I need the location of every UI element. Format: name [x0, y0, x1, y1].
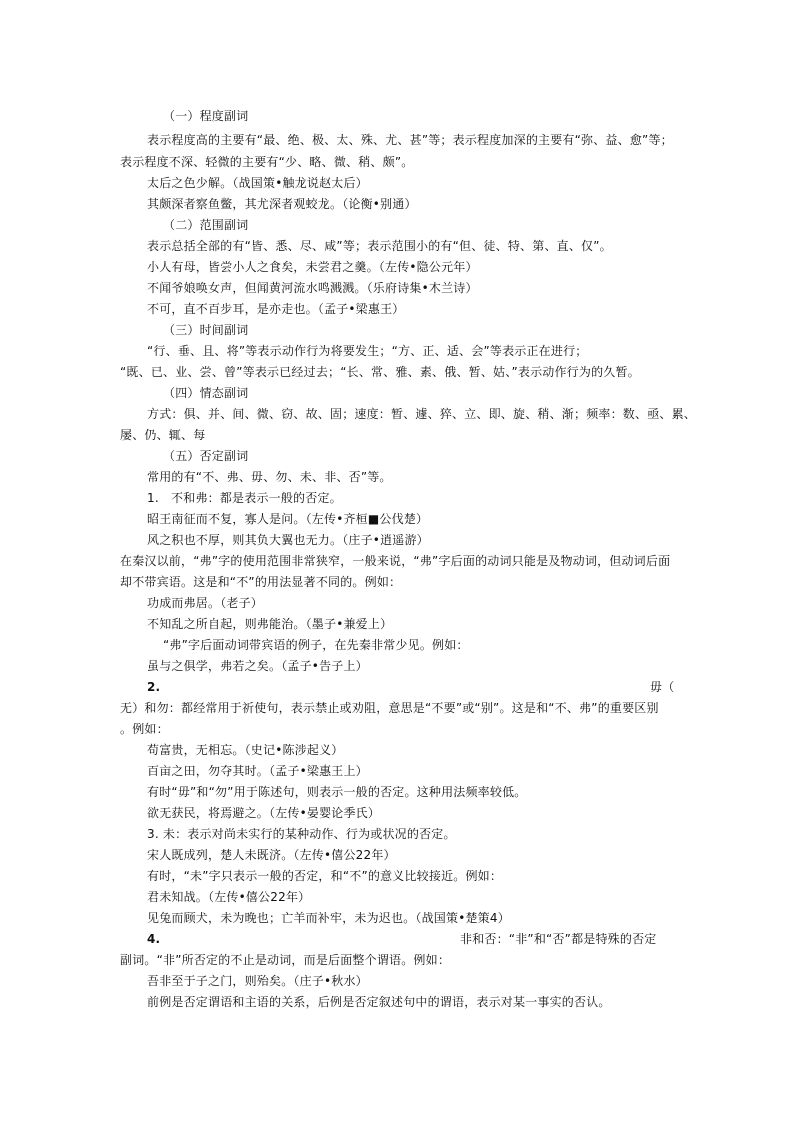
- section-heading-negative-adverbs: （五）否定副词: [163, 449, 249, 463]
- example-line: 其颇深者察鱼鳖，其尤深者观蛟龙。（论衡•别通）: [147, 197, 417, 211]
- example-line: 君未知战。（左传•僖公22年）: [147, 890, 311, 904]
- text-line: 却不带宾语。这是和“不”的用法显著不同的。例如：: [120, 575, 402, 589]
- example-line: 苟富贵，无相忘。（史记•陈涉起义）: [147, 743, 344, 757]
- text-line: “行、垂、且、将”等表示动作行为将要发生；“方、正、适、会”等表示正在进行；: [147, 344, 588, 358]
- section-heading-time-adverbs: （三）时间副词: [163, 323, 249, 337]
- example-line: 百亩之田，勿夺其时。（孟子•梁惠王上）: [147, 764, 368, 778]
- text-fragment: 非和否：“非”和“否”都是特殊的否定: [460, 932, 657, 946]
- subheading-line: 1. 不和弗：都是表示一般的否定。: [147, 491, 342, 505]
- text-line: 前例是否定谓语和主语的关系，后例是否定叙述句中的谓语，表示对某一事实的否认。: [147, 995, 611, 1009]
- text-line: 方式：俱、并、间、微、窃、故、固；速度：暂、遽、猝、立、即、旋、稍、渐；频率：数、亟、累、: [147, 407, 697, 421]
- text-fragment: 毋（: [650, 680, 675, 694]
- text-line: 无）和勿：都经常用于祈使句，表示禁止或劝阻，意思是“不要”或“别”。这是和“不、弗”的重要区别: [120, 701, 659, 715]
- text-line: 有时，“未”字只表示一般的否定，和“不”的意义比较接近。例如：: [147, 869, 503, 883]
- example-line: 不知乱之所自起，则弗能治。（墨子•兼爱上）: [147, 617, 393, 631]
- text-line: 。例如：: [120, 722, 169, 736]
- example-line: 欲无获民，将焉避之。（左传•晏婴论季氏）: [147, 806, 381, 820]
- item-number-4: 4.: [147, 932, 161, 946]
- text-line: “既、已、业、尝、曾”等表示已经过去；“长、常、雅、素、俄、暂、姑、”表示动作行为的久暂。: [120, 365, 640, 379]
- example-line: 宋人既成列，楚人未既济。（左传•僖公22年）: [147, 848, 396, 862]
- text-line: 常用的有“不、弗、毋、勿、未、非、否”等。: [147, 470, 392, 484]
- example-line: 昭王南征而不复，寡人是问。（左传•齐桓■公伐楚）: [147, 512, 429, 526]
- subheading-line: 3. 未：表示对尚未实行的某种动作、行为或状况的否定。: [147, 827, 456, 841]
- section-heading-manner-adverbs: （四）情态副词: [163, 386, 249, 400]
- example-line: 不闻爷娘唤女声，但闻黄河流水鸣溅溅。（乐府诗集•木兰诗）: [147, 281, 478, 295]
- example-line: 不可，直不百步耳，是亦走也。（孟子•梁惠王）: [147, 302, 405, 316]
- text-line: 表示总括全部的有“皆、悉、尽、咸”等；表示范围小的有“但、徒、特、第、直、仅”。: [147, 239, 612, 253]
- text-line: 屡、仍、辄、每: [120, 428, 206, 442]
- example-line: 太后之色少解。（战国策•触龙说赵太后）: [147, 176, 368, 190]
- text-line: 表示程度高的主要有“最、绝、极、太、殊、尤、甚”等；表示程度加深的主要有“弥、益、愈”等；: [147, 133, 673, 147]
- section-heading-degree-adverbs: （一）程度副词: [163, 109, 249, 123]
- example-line: 虽与之俱学，弗若之矣。（孟子•告子上）: [147, 659, 368, 673]
- text-line: “弗”字后面动词带宾语的例子，在先秦非常少见。例如：: [163, 638, 469, 652]
- text-line: 在秦汉以前，“弗”字的使用范围非常狭窄，一般来说，“弗”字后面的动词只能是及物动词，但动词后面: [120, 554, 671, 568]
- text-line: 有时“毋”和“勿”用于陈述句，则表示一般的否定。这种用法频率较低。: [147, 785, 527, 799]
- item-number-2: 2.: [147, 680, 161, 694]
- example-line: 功成而弗居。（老子）: [147, 596, 264, 610]
- example-line: 吾非至于子之门，则殆矣。（庄子•秋水）: [147, 974, 368, 988]
- example-line: 见兔而顾犬，未为晚也；亡羊而补牢，未为迟也。（战国策•楚策4）: [147, 911, 510, 925]
- text-line: 表示程度不深、轻微的主要有“少、略、微、稍、颇”。: [120, 155, 414, 169]
- example-line: 风之积也不厚，则其负大翼也无力。（庄子•逍遥游）: [147, 533, 429, 547]
- section-heading-scope-adverbs: （二）范围副词: [163, 218, 249, 232]
- text-line: 副词。“非”所否定的不止是动词，而是后面整个谓语。例如：: [120, 953, 451, 967]
- example-line: 小人有母，皆尝小人之食矣，未尝君之羹。（左传•隐公元年）: [147, 260, 478, 274]
